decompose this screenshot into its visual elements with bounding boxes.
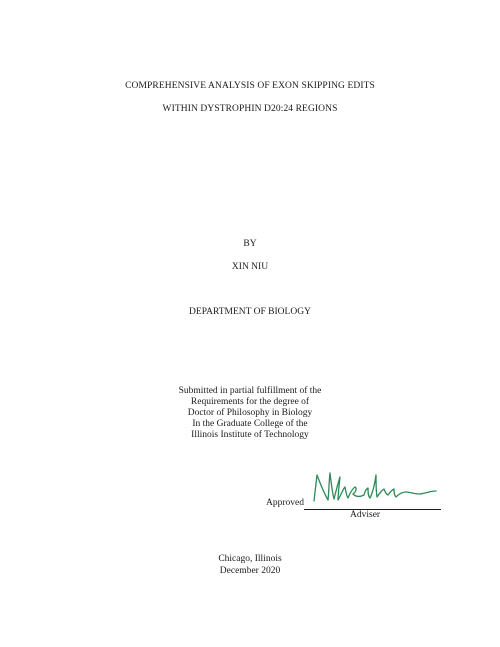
location-text: Chicago, Illinois bbox=[218, 554, 282, 564]
submission-line: In the Graduate College of the bbox=[192, 419, 308, 429]
date-text: December 2020 bbox=[219, 566, 281, 576]
thesis-title-line-1: COMPREHENSIVE ANALYSIS OF EXON SKIPPING EDITS bbox=[125, 81, 375, 91]
approved-label: Approved bbox=[266, 498, 304, 508]
submission-line: Submitted in partial fulfillment of the bbox=[178, 386, 322, 396]
department-name: DEPARTMENT OF BIOLOGY bbox=[189, 307, 311, 317]
submission-line: Requirements for the degree of bbox=[190, 397, 310, 407]
author-name: XIN NIU bbox=[231, 262, 269, 272]
submission-statement bbox=[0, 386, 500, 441]
by-label: BY bbox=[243, 239, 257, 249]
submission-line: Illinois Institute of Technology bbox=[191, 430, 309, 440]
thesis-title-line-2: WITHIN DYSTROPHIN D20:24 REGIONS bbox=[162, 104, 338, 114]
submission-line: Doctor of Philosophy in Biology bbox=[187, 408, 313, 418]
adviser-label: Adviser bbox=[350, 510, 381, 520]
adviser-signature bbox=[310, 467, 440, 507]
